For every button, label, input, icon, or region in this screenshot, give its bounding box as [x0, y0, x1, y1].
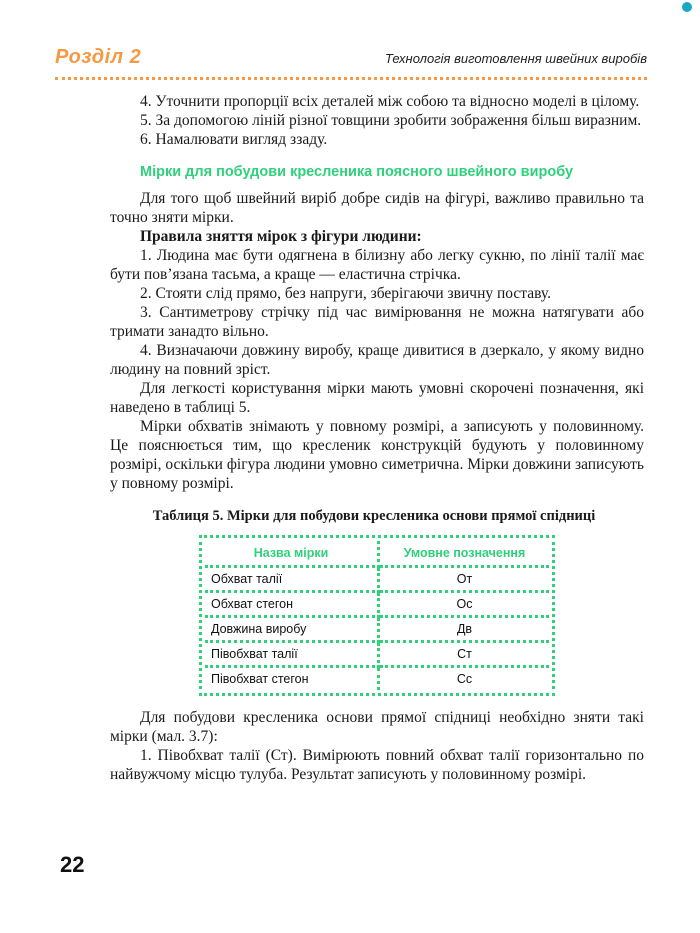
cell-code: От — [379, 567, 550, 592]
header-divider — [55, 77, 647, 80]
rule-1: 1. Людина має бути одягнена в білизну або легку сукню, по лінії талії має бути пов’язана тасьма, а краще — еластична стрічка. — [110, 247, 644, 283]
measure-1-paragraph: 1. Півобхват талії (Ст). Вимірюють повний обхват талії горизонтально по найвужчому місцю тулуба. Результат записують у половинному розмірі. — [110, 747, 644, 783]
header-symbol: Умовне позначення — [379, 541, 550, 567]
table-row — [205, 667, 549, 691]
table-header-row — [205, 541, 549, 567]
table-caption: Таблиця 5. Мірки для побудови кресленика основи прямої спідниці — [152, 508, 596, 524]
page-content — [110, 92, 644, 784]
after-table-paragraph: Для побудови кресленика основи прямої спідниці необхідно зняти такі мірки (мал. 3.7): — [110, 709, 644, 745]
cell-code: Ст — [379, 642, 550, 667]
cell-code: Ос — [379, 592, 550, 617]
cell-code: Сс — [456, 672, 473, 686]
rule-2: 2. Стояти слід прямо, без напруги, зберігаючи звичну поставу. — [140, 285, 552, 302]
table-row — [205, 592, 549, 617]
intro-paragraph: Для того щоб швейний виріб добре сидів на фігурі, важливо правильно та точно зняти мірки. — [110, 190, 644, 226]
step-6: 6. Намалювати вигляд ззаду. — [140, 131, 328, 148]
cell-name: Півобхват талії — [205, 642, 379, 667]
step-4: 4. Уточнити пропорції всіх деталей між собою та відносно моделі в цілому. — [140, 93, 640, 110]
girth-paragraph: Мірки обхватів знімають у повному розмірі, а записують у половинному. Це пояснюється тим, що кресленик конструкцій будують у половинному розмірі, оскільки фігура людини умовно симетрична. Мірки довжини записують у повному розмірі. — [110, 418, 644, 492]
header-name: Назва мірки — [205, 541, 379, 567]
section-subheading: Мірки для побудови кресленика поясного швейного виробу — [140, 164, 574, 180]
table-row — [205, 567, 549, 592]
table-row — [205, 642, 549, 667]
cell-code: Дв — [379, 617, 550, 642]
symbols-paragraph: Для легкості користування мірки мають умовні скорочені позначення, які наведено в таблиці 5. — [110, 380, 644, 416]
measurements-table-frame — [199, 535, 555, 696]
section-label: Розділ 2 — [55, 46, 142, 68]
cell-name: Довжина виробу — [205, 617, 379, 642]
cell-name: Обхват стегон — [205, 592, 379, 617]
measurements-table — [205, 541, 549, 690]
rules-title: Правила зняття мірок з фігури людини: — [140, 228, 422, 245]
page-number: 22 — [60, 852, 85, 877]
table-row — [205, 617, 549, 642]
rule-3: 3. Сантиметрову стрічку під час вимірювання не можна натягувати або тримати занадто вільно. — [110, 304, 644, 340]
rule-4: 4. Визначаючи довжину виробу, краще дивитися в дзеркало, у якому видно людину на повний зріст. — [110, 342, 644, 378]
running-title: Технологія виготовлення швейних виробів — [384, 51, 647, 66]
publisher-logo-icon — [682, 2, 692, 12]
step-5: 5. За допомогою ліній різної товщини зробити зображення більш виразним. — [140, 112, 642, 129]
cell-name: Обхват талії — [205, 567, 379, 592]
cell-name: Півобхват стегон — [205, 667, 379, 691]
